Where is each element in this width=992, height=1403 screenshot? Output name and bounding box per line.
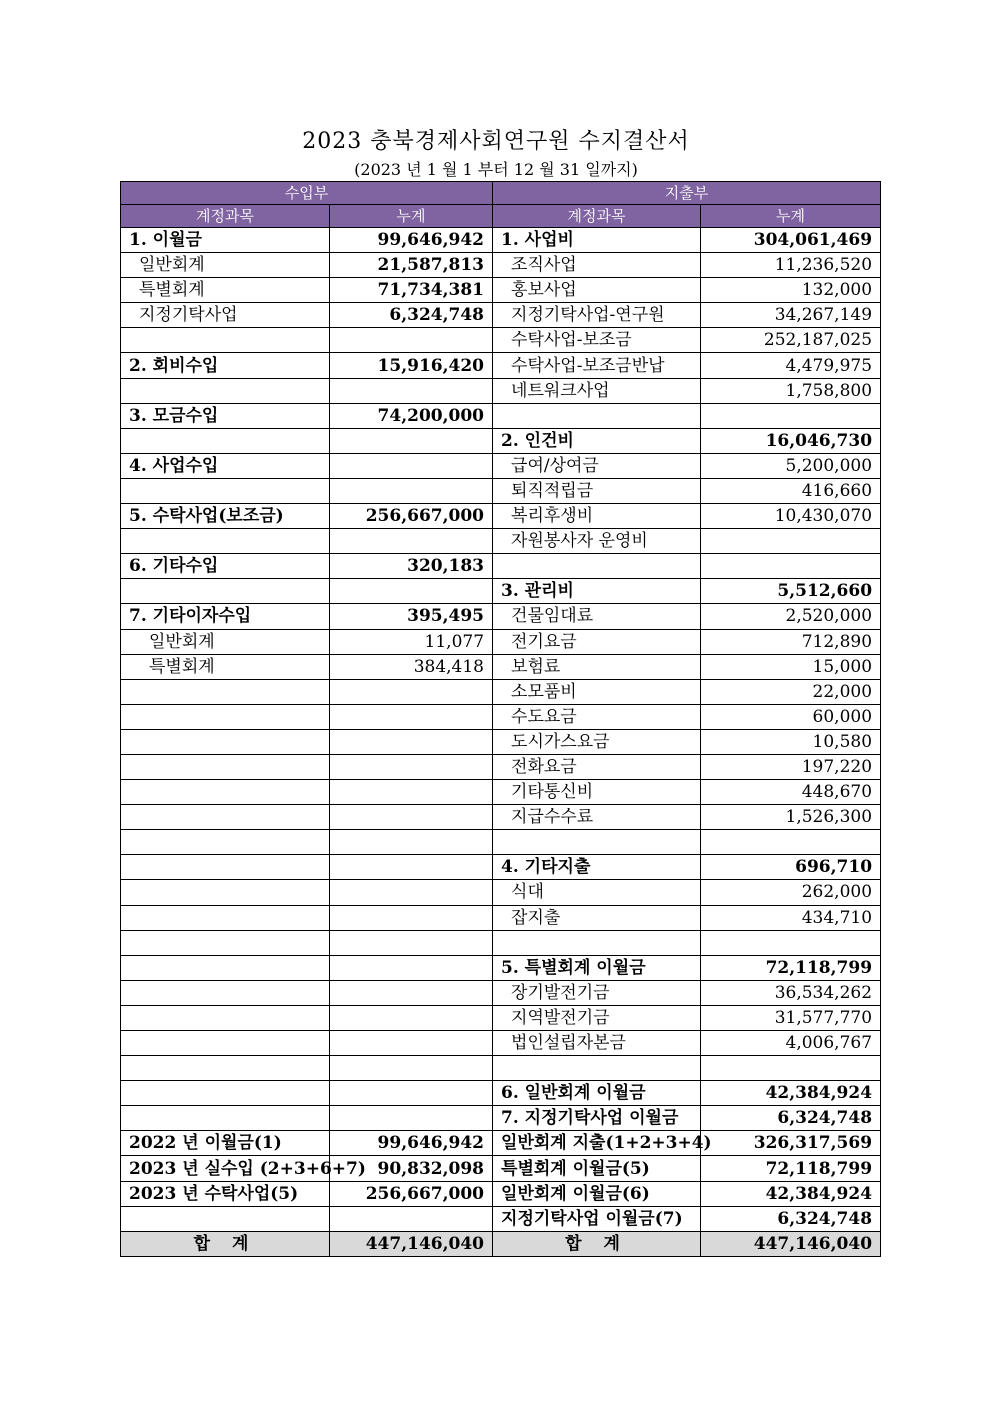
income-total-cell [330, 729, 493, 754]
income-account-cell [121, 428, 330, 453]
expense-section-header: 지출부 [493, 182, 881, 205]
table-row [121, 529, 881, 554]
expense-total-cell: 4,006,767 [701, 1031, 881, 1056]
income-account-cell: 4. 사업수입 [121, 453, 330, 478]
expense-total-cell: 434,710 [701, 905, 881, 930]
table-row [121, 679, 881, 704]
income-total-cell [330, 704, 493, 729]
income-total-cell [330, 1206, 493, 1231]
expense-account-cell: 복리후생비 [493, 504, 701, 529]
table-row [121, 930, 881, 955]
table-row [121, 905, 881, 930]
expense-account-cell: 2. 인건비 [493, 428, 701, 453]
expense-total-cell [701, 1056, 881, 1081]
expense-account-cell: 7. 지정기탁사업 이월금 [493, 1106, 701, 1131]
table-row [121, 303, 881, 328]
table-row [121, 1181, 881, 1206]
expense-account-cell: 기타통신비 [493, 780, 701, 805]
income-total-cell [330, 980, 493, 1005]
expense-account-cell [493, 554, 701, 579]
expense-account-cell: 급여/상여금 [493, 453, 701, 478]
expense-sum-label: 합 계 [493, 1231, 701, 1256]
table-row [121, 253, 881, 278]
income-account-cell [121, 855, 330, 880]
income-total-cell [330, 805, 493, 830]
income-account-cell [121, 754, 330, 779]
expense-account-cell: 5. 특별회계 이월금 [493, 955, 701, 980]
expense-total-cell: 15,000 [701, 654, 881, 679]
table-row [121, 1156, 881, 1181]
expense-account-cell: 법인설립자본금 [493, 1031, 701, 1056]
income-account-cell: 지정기탁사업 [121, 303, 330, 328]
expense-total-cell: 2,520,000 [701, 604, 881, 629]
expense-account-cell: 수탁사업-보조금 [493, 328, 701, 353]
expense-total-cell: 11,236,520 [701, 253, 881, 278]
income-total-cell: 74,200,000 [330, 403, 493, 428]
income-total-cell: 21,587,813 [330, 253, 493, 278]
income-total-cell [330, 679, 493, 704]
income-total-cell [330, 453, 493, 478]
income-account-cell: 5. 수탁사업(보조금) [121, 504, 330, 529]
table-row [121, 830, 881, 855]
expense-account-cell: 1. 사업비 [493, 228, 701, 253]
expense-total-cell: 5,512,660 [701, 579, 881, 604]
expense-account-cell: 전기요금 [493, 629, 701, 654]
table-row [121, 1081, 881, 1106]
income-account-cell [121, 1056, 330, 1081]
income-total-cell [330, 428, 493, 453]
income-account-cell [121, 1031, 330, 1056]
table-row [121, 1005, 881, 1030]
expense-total-cell [701, 930, 881, 955]
income-account-cell [121, 579, 330, 604]
expense-total-cell: 42,384,924 [701, 1181, 881, 1206]
table-row [121, 980, 881, 1005]
table-row [121, 855, 881, 880]
expense-sum-value: 447,146,040 [701, 1231, 881, 1256]
income-total-cell [330, 855, 493, 880]
income-account-cell [121, 1206, 330, 1231]
expense-account-cell: 수탁사업-보조금반납 [493, 353, 701, 378]
expense-account-cell: 보험료 [493, 654, 701, 679]
expense-account-cell: 일반회계 이월금(6) [493, 1181, 701, 1206]
expense-total-cell [701, 830, 881, 855]
period-subtitle: (2023 년 1 월 1 부터 12 월 31 일까지) [354, 160, 638, 179]
expense-total-cell: 262,000 [701, 880, 881, 905]
expense-account-cell: 자원봉사자 운영비 [493, 529, 701, 554]
section-header-row [121, 182, 881, 205]
table-row [121, 453, 881, 478]
income-total-header: 누계 [330, 205, 493, 228]
expense-total-cell: 5,200,000 [701, 453, 881, 478]
table-row [121, 278, 881, 303]
income-account-cell [121, 378, 330, 403]
expense-total-cell: 1,526,300 [701, 805, 881, 830]
income-account-cell: 특별회계 [121, 654, 330, 679]
expense-total-cell: 304,061,469 [701, 228, 881, 253]
ledger-table [120, 181, 881, 1257]
income-sum-value: 447,146,040 [330, 1231, 493, 1256]
expense-total-cell: 132,000 [701, 278, 881, 303]
income-total-cell: 99,646,942 [330, 228, 493, 253]
income-account-cell: 3. 모금수입 [121, 403, 330, 428]
expense-total-cell: 10,430,070 [701, 504, 881, 529]
income-total-cell [330, 880, 493, 905]
expense-account-cell: 수도요금 [493, 704, 701, 729]
table-row [121, 754, 881, 779]
income-total-cell [330, 830, 493, 855]
income-account-cell [121, 1005, 330, 1030]
expense-total-cell: 1,758,800 [701, 378, 881, 403]
income-total-cell: 71,734,381 [330, 278, 493, 303]
expense-account-cell: 특별회계 이월금(5) [493, 1156, 701, 1181]
expense-total-cell: 34,267,149 [701, 303, 881, 328]
income-total-cell [330, 1081, 493, 1106]
table-row [121, 579, 881, 604]
expense-total-cell: 197,220 [701, 754, 881, 779]
table-row [121, 378, 881, 403]
income-account-header: 계정과목 [121, 205, 330, 228]
income-account-cell [121, 529, 330, 554]
table-row [121, 1056, 881, 1081]
income-total-cell [330, 780, 493, 805]
expense-total-cell: 6,324,748 [701, 1206, 881, 1231]
income-total-cell [330, 754, 493, 779]
income-total-cell [330, 955, 493, 980]
income-account-cell [121, 905, 330, 930]
expense-total-cell: 252,187,025 [701, 328, 881, 353]
expense-total-cell: 72,118,799 [701, 1156, 881, 1181]
column-header-row [121, 205, 881, 228]
income-account-cell: 6. 기타수입 [121, 554, 330, 579]
expense-total-cell: 326,317,569 [701, 1131, 881, 1156]
income-total-cell: 384,418 [330, 654, 493, 679]
income-account-cell: 일반회계 [121, 253, 330, 278]
table-row [121, 353, 881, 378]
table-row [121, 604, 881, 629]
income-account-cell [121, 1106, 330, 1131]
income-total-cell [330, 579, 493, 604]
expense-total-cell: 6,324,748 [701, 1106, 881, 1131]
expense-total-cell: 31,577,770 [701, 1005, 881, 1030]
expense-total-cell: 60,000 [701, 704, 881, 729]
expense-account-cell: 4. 기타지출 [493, 855, 701, 880]
income-account-cell: 2022 년 이월금(1) [121, 1131, 330, 1156]
expense-account-cell: 일반회계 지출(1+2+3+4) [493, 1131, 701, 1156]
income-section-header: 수입부 [121, 182, 493, 205]
expense-account-cell: 식대 [493, 880, 701, 905]
income-account-cell [121, 830, 330, 855]
expense-total-header: 누계 [701, 205, 881, 228]
income-account-cell: 7. 기타이자수입 [121, 604, 330, 629]
income-total-cell: 15,916,420 [330, 353, 493, 378]
income-total-cell: 99,646,942 [330, 1131, 493, 1156]
income-total-cell [330, 378, 493, 403]
total-row [121, 1231, 881, 1256]
table-row [121, 880, 881, 905]
expense-total-cell: 448,670 [701, 780, 881, 805]
table-row [121, 780, 881, 805]
expense-total-cell [701, 403, 881, 428]
income-account-cell [121, 729, 330, 754]
table-row [121, 1131, 881, 1156]
expense-account-cell: 장기발전기금 [493, 980, 701, 1005]
table-row [121, 504, 881, 529]
expense-total-cell: 22,000 [701, 679, 881, 704]
expense-total-cell: 712,890 [701, 629, 881, 654]
expense-account-cell [493, 830, 701, 855]
expense-total-cell: 72,118,799 [701, 955, 881, 980]
table-row [121, 805, 881, 830]
income-total-cell: 6,324,748 [330, 303, 493, 328]
table-row [121, 428, 881, 453]
table-row [121, 1031, 881, 1056]
expense-account-cell: 전화요금 [493, 754, 701, 779]
expense-account-cell: 퇴직적립금 [493, 478, 701, 503]
expense-account-cell: 네트워크사업 [493, 378, 701, 403]
income-account-cell: 1. 이월금 [121, 228, 330, 253]
income-account-cell [121, 328, 330, 353]
income-account-cell [121, 679, 330, 704]
table-row [121, 729, 881, 754]
income-account-cell [121, 704, 330, 729]
income-account-cell: 2023 년 수탁사업(5) [121, 1181, 330, 1206]
income-account-cell [121, 780, 330, 805]
income-account-cell: 2023 년 실수입 (2+3+6+7) [121, 1156, 330, 1181]
expense-total-cell: 36,534,262 [701, 980, 881, 1005]
table-row [121, 328, 881, 353]
income-total-cell [330, 1106, 493, 1131]
expense-account-header: 계정과목 [493, 205, 701, 228]
table-row [121, 478, 881, 503]
expense-total-cell: 416,660 [701, 478, 881, 503]
income-account-cell [121, 880, 330, 905]
expense-total-cell: 42,384,924 [701, 1081, 881, 1106]
expense-account-cell [493, 1056, 701, 1081]
income-account-cell: 일반회계 [121, 629, 330, 654]
expense-account-cell: 소모품비 [493, 679, 701, 704]
expense-total-cell: 16,046,730 [701, 428, 881, 453]
table-row [121, 403, 881, 428]
income-total-cell [330, 529, 493, 554]
income-total-cell: 256,667,000 [330, 1181, 493, 1206]
expense-account-cell: 지역발전기금 [493, 1005, 701, 1030]
income-total-cell [330, 328, 493, 353]
income-account-cell: 특별회계 [121, 278, 330, 303]
expense-account-cell [493, 403, 701, 428]
expense-account-cell: 조직사업 [493, 253, 701, 278]
table-row [121, 1106, 881, 1131]
expense-account-cell: 홍보사업 [493, 278, 701, 303]
table-row [121, 1206, 881, 1231]
income-total-cell [330, 1056, 493, 1081]
income-account-cell: 2. 회비수입 [121, 353, 330, 378]
expense-account-cell: 지급수수료 [493, 805, 701, 830]
income-total-cell: 11,077 [330, 629, 493, 654]
income-account-cell [121, 930, 330, 955]
expense-total-cell [701, 554, 881, 579]
income-total-cell [330, 930, 493, 955]
expense-account-cell: 잡지출 [493, 905, 701, 930]
income-total-cell [330, 1031, 493, 1056]
table-row [121, 228, 881, 253]
income-total-cell: 90,832,098 [330, 1156, 493, 1181]
expense-account-cell: 6. 일반회계 이월금 [493, 1081, 701, 1106]
table-row [121, 654, 881, 679]
income-total-cell [330, 478, 493, 503]
income-total-cell [330, 1005, 493, 1030]
table-row [121, 629, 881, 654]
income-sum-label: 합 계 [121, 1231, 330, 1256]
expense-total-cell: 4,479,975 [701, 353, 881, 378]
income-total-cell: 256,667,000 [330, 504, 493, 529]
income-total-cell: 320,183 [330, 554, 493, 579]
expense-account-cell: 도시가스요금 [493, 729, 701, 754]
table-row [121, 704, 881, 729]
income-account-cell [121, 805, 330, 830]
table-row [121, 955, 881, 980]
expense-total-cell: 10,580 [701, 729, 881, 754]
table-row [121, 554, 881, 579]
expense-account-cell: 지정기탁사업 이월금(7) [493, 1206, 701, 1231]
income-account-cell [121, 478, 330, 503]
expense-account-cell [493, 930, 701, 955]
income-account-cell [121, 1081, 330, 1106]
income-total-cell [330, 905, 493, 930]
income-account-cell [121, 980, 330, 1005]
expense-account-cell: 지정기탁사업-연구원 [493, 303, 701, 328]
expense-account-cell: 건물임대료 [493, 604, 701, 629]
income-account-cell [121, 955, 330, 980]
expense-total-cell [701, 529, 881, 554]
income-total-cell: 395,495 [330, 604, 493, 629]
expense-total-cell: 696,710 [701, 855, 881, 880]
expense-account-cell: 3. 관리비 [493, 579, 701, 604]
page-title: 2023 충북경제사회연구원 수지결산서 [302, 129, 690, 154]
